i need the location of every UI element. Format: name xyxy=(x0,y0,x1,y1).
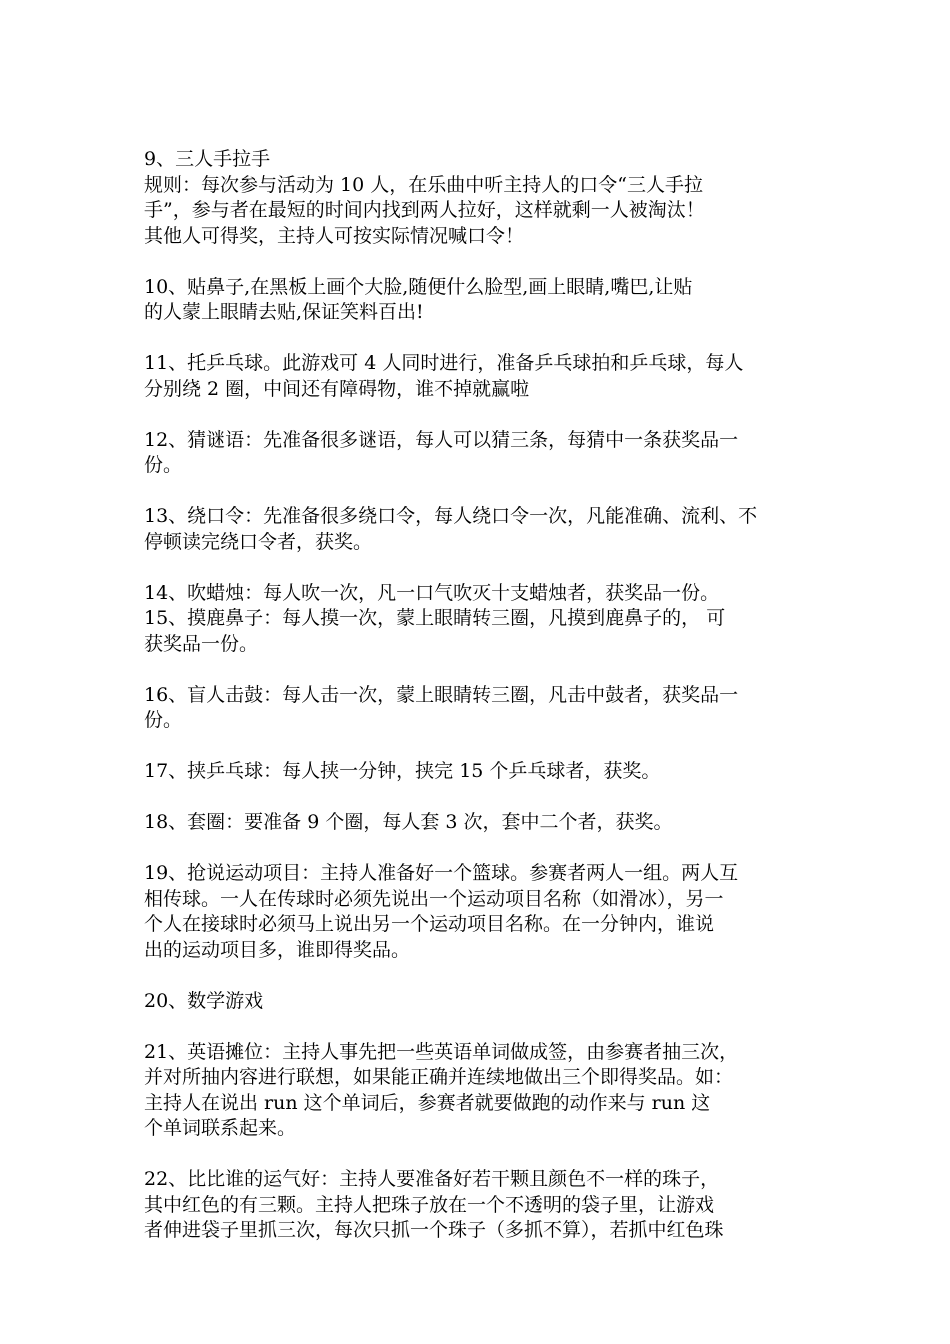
paragraph-item-17 xyxy=(144,759,824,785)
text-line: 14、吹蜡烛：每人吹一次，凡一口气吹灭十支蜡烛者，获奖品一份。 xyxy=(144,581,720,604)
text-line: 份。 xyxy=(144,709,183,731)
text-line: 20、数学游戏 xyxy=(144,989,264,1012)
paragraph-item-10 xyxy=(144,275,824,326)
text-line: 者伸进袋子里抓三次，每次只抓一个珠子（多抓不算），若抓中红色珠 xyxy=(144,1219,724,1241)
text-line: 并对所抽内容进行联想，如果能正确并连续地做出三个即得奖品。如： xyxy=(144,1066,734,1088)
paragraph-item-9 xyxy=(144,147,824,173)
paragraph-item-15 xyxy=(144,606,824,657)
text-line: 12、猜谜语：先准备很多谜语，每人可以猜三条，每猜中一条获奖品一 xyxy=(144,428,739,451)
text-line: 18、套圈：要准备 9 个圈，每人套 3 次，套中二个者，获奖。 xyxy=(144,811,673,833)
text-line: 21、英语摊位：主持人事先把一些英语单词做成签，由参赛者抽三次， xyxy=(144,1040,739,1063)
text-line: 规则：每次参与活动为 10 人，在乐曲中听主持人的口令“三人手拉 xyxy=(144,173,703,196)
text-line: 个人在接球时必须马上说出另一个运动项目名称。在一分钟内，谁说 xyxy=(144,913,715,935)
text-line: 16、盲人击鼓：每人击一次，蒙上眼睛转三圈，凡击中鼓者，获奖品一 xyxy=(144,683,739,706)
text-line: 的人蒙上眼睛去贴,保证笑料百出! xyxy=(144,301,424,323)
paragraph-item-12 xyxy=(144,428,824,479)
paragraph-item-13 xyxy=(144,504,824,555)
text-line: 10、贴鼻子,在黑板上画个大脸,随便什么脸型,画上眼睛,嘴巴,让贴 xyxy=(144,275,693,298)
text-line: 17、挟乒乓球：每人挟一分钟，挟完 15 个乒乓球者，获奖。 xyxy=(144,760,661,782)
text-line: 其他人可得奖，主持人可按实际情况喊口令！ xyxy=(144,224,525,247)
paragraph-item-22 xyxy=(144,1167,824,1244)
text-line: 9、三人手拉手 xyxy=(144,148,271,170)
text-line: 手”，参与者在最短的时间内找到两人拉好，这样就剩一人被淘汰！ xyxy=(144,199,705,221)
text-line: 获奖品一份。 xyxy=(144,632,259,655)
paragraph-item-20 xyxy=(144,989,824,1015)
paragraph-item-18 xyxy=(144,810,824,836)
text-line: 15、摸鹿鼻子：每人摸一次，蒙上眼睛转三圈，凡摸到鹿鼻子的， 可 xyxy=(144,607,726,629)
document-body xyxy=(144,147,824,1244)
text-line: 份。 xyxy=(144,454,183,476)
paragraph-item-9-rules xyxy=(144,173,824,250)
text-line: 停顿读完绕口令者，获奖。 xyxy=(144,530,373,553)
text-line: 主持人在说出 run 这个单词后，参赛者就要做跑的动作来与 run 这 xyxy=(144,1091,711,1114)
text-line: 分别绕 2 圈，中间还有障碍物，谁不掉就赢啦 xyxy=(144,377,530,400)
text-line: 其中红色的有三颗。主持人把珠子放在一个不透明的袋子里，让游戏 xyxy=(144,1193,715,1216)
paragraph-item-11 xyxy=(144,351,824,402)
text-line: 出的运动项目多，谁即得奖品。 xyxy=(144,938,411,961)
text-line: 22、比比谁的运气好：主持人要准备好若干颗且颜色不一样的珠子， xyxy=(144,1168,720,1190)
text-line: 19、抢说运动项目：主持人准备好一个篮球。参赛者两人一组。两人互 xyxy=(144,862,739,884)
paragraph-item-16 xyxy=(144,683,824,734)
text-line: 11、托乒乓球。此游戏可 4 人同时进行，准备乒乓球拍和乒乓球，每人 xyxy=(144,352,744,374)
paragraph-item-14 xyxy=(144,581,824,607)
text-line: 相传球。一人在传球时必须先说出一个运动项目名称（如滑冰），另一 xyxy=(144,887,724,910)
paragraph-item-21 xyxy=(144,1040,824,1142)
paragraph-item-19 xyxy=(144,861,824,963)
text-line: 13、绕口令：先准备很多绕口令，每人绕口令一次，凡能准确、流利、不 xyxy=(144,505,758,527)
text-line: 个单词联系起来。 xyxy=(144,1117,297,1139)
